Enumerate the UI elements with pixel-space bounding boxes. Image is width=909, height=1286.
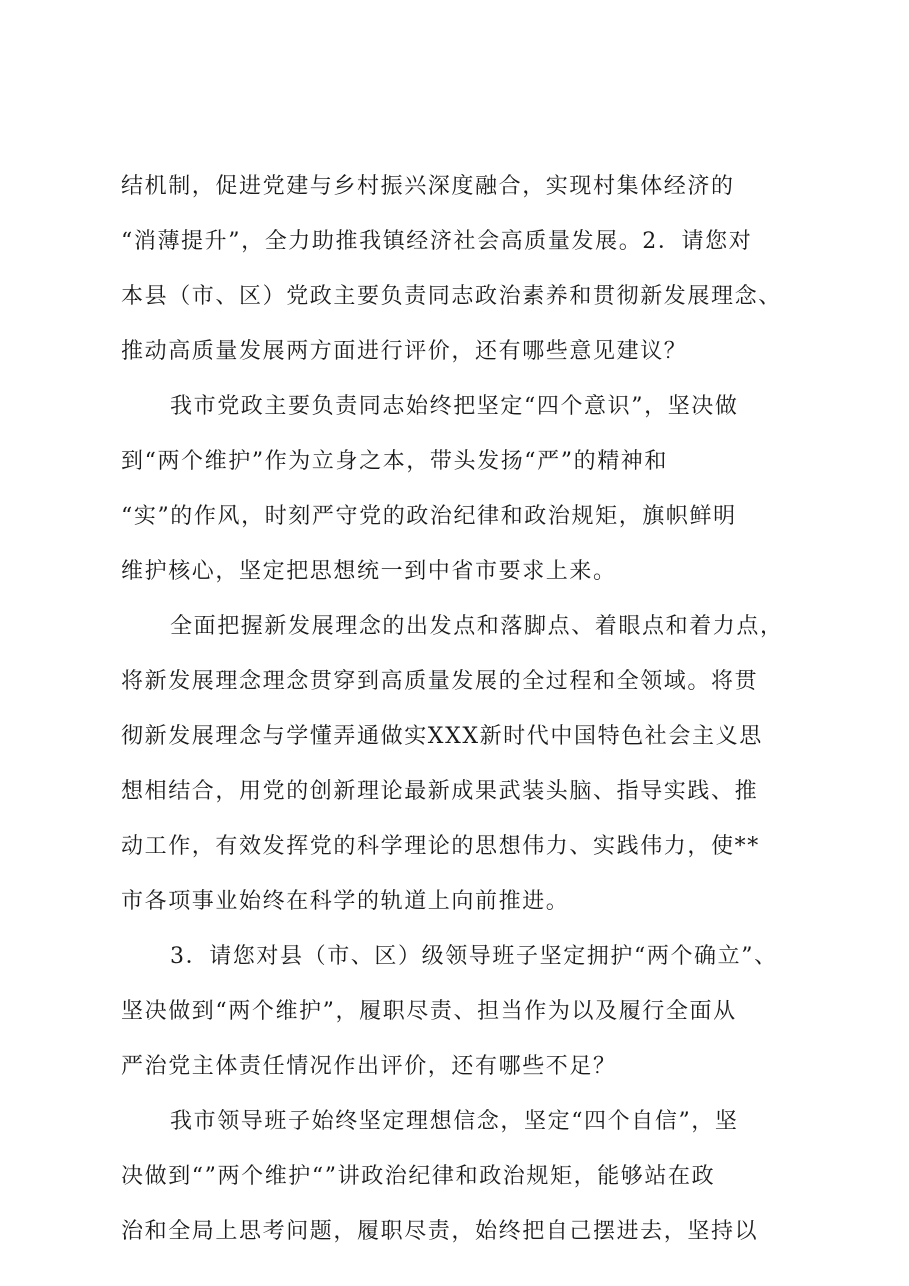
text-line: 坚决做到“两个维护”，履职尽责、担当作为以及履行全面从	[121, 999, 737, 1024]
text-line: 动工作，有效发挥党的科学理论的思想伟力、实践伟力，使**	[121, 834, 760, 859]
text-line: 市各项事业始终在科学的轨道上向前推进。	[121, 889, 570, 914]
text-line: 我市党政主要负责同志始终把坚定“四个意识”，坚决做	[170, 394, 739, 419]
text-line: 推动高质量发展两方面进行评价，还有哪些意见建议？	[121, 339, 688, 364]
text-line: 将新发展理念理念贯穿到高质量发展的全过程和全领域。将贯	[121, 669, 759, 694]
text-line: “实”的作风，时刻严守党的政治纪律和政治规矩，旗帜鲜明	[121, 504, 737, 529]
text-line: 严治党主体责任情况作出评价，还有哪些不足？	[121, 1054, 617, 1079]
text-line: 本县（市、区）党政主要负责同志政治素养和贯彻新发展理念、	[121, 284, 782, 309]
text-line: 全面把握新发展理念的出发点和落脚点、着眼点和着力点，	[170, 614, 784, 639]
text-line: 我市领导班子始终坚定理想信念，坚定“四个自信”，坚	[170, 1109, 739, 1134]
text-line: 决做到“”两个维护“”讲政治纪律和政治规矩，能够站在政	[121, 1164, 716, 1189]
text-line: 到“两个维护”作为立身之本，带头发扬“严”的精神和	[121, 449, 668, 474]
text-line: 想相结合，用党的创新理论最新成果武装头脑、指导实践、推	[121, 779, 759, 804]
text-line: “消薄提升”，全力助推我镇经济社会高质量发展。2．请您对	[121, 229, 753, 254]
text-line: 结机制，促进党建与乡村振兴深度融合，实现村集体经济的	[121, 174, 735, 199]
text-line: 3．请您对县（市、区）级领导班子坚定拥护“两个确立”、	[170, 944, 778, 969]
text-line: 治和全局上思考问题，履职尽责，始终把自己摆进去，坚持以	[121, 1219, 759, 1244]
text-line: 彻新发展理念与学懂弄通做实XXX新时代中国特色社会主义思	[121, 724, 763, 749]
text-line: 维护核心，坚定把思想统一到中省市要求上来。	[121, 559, 617, 584]
